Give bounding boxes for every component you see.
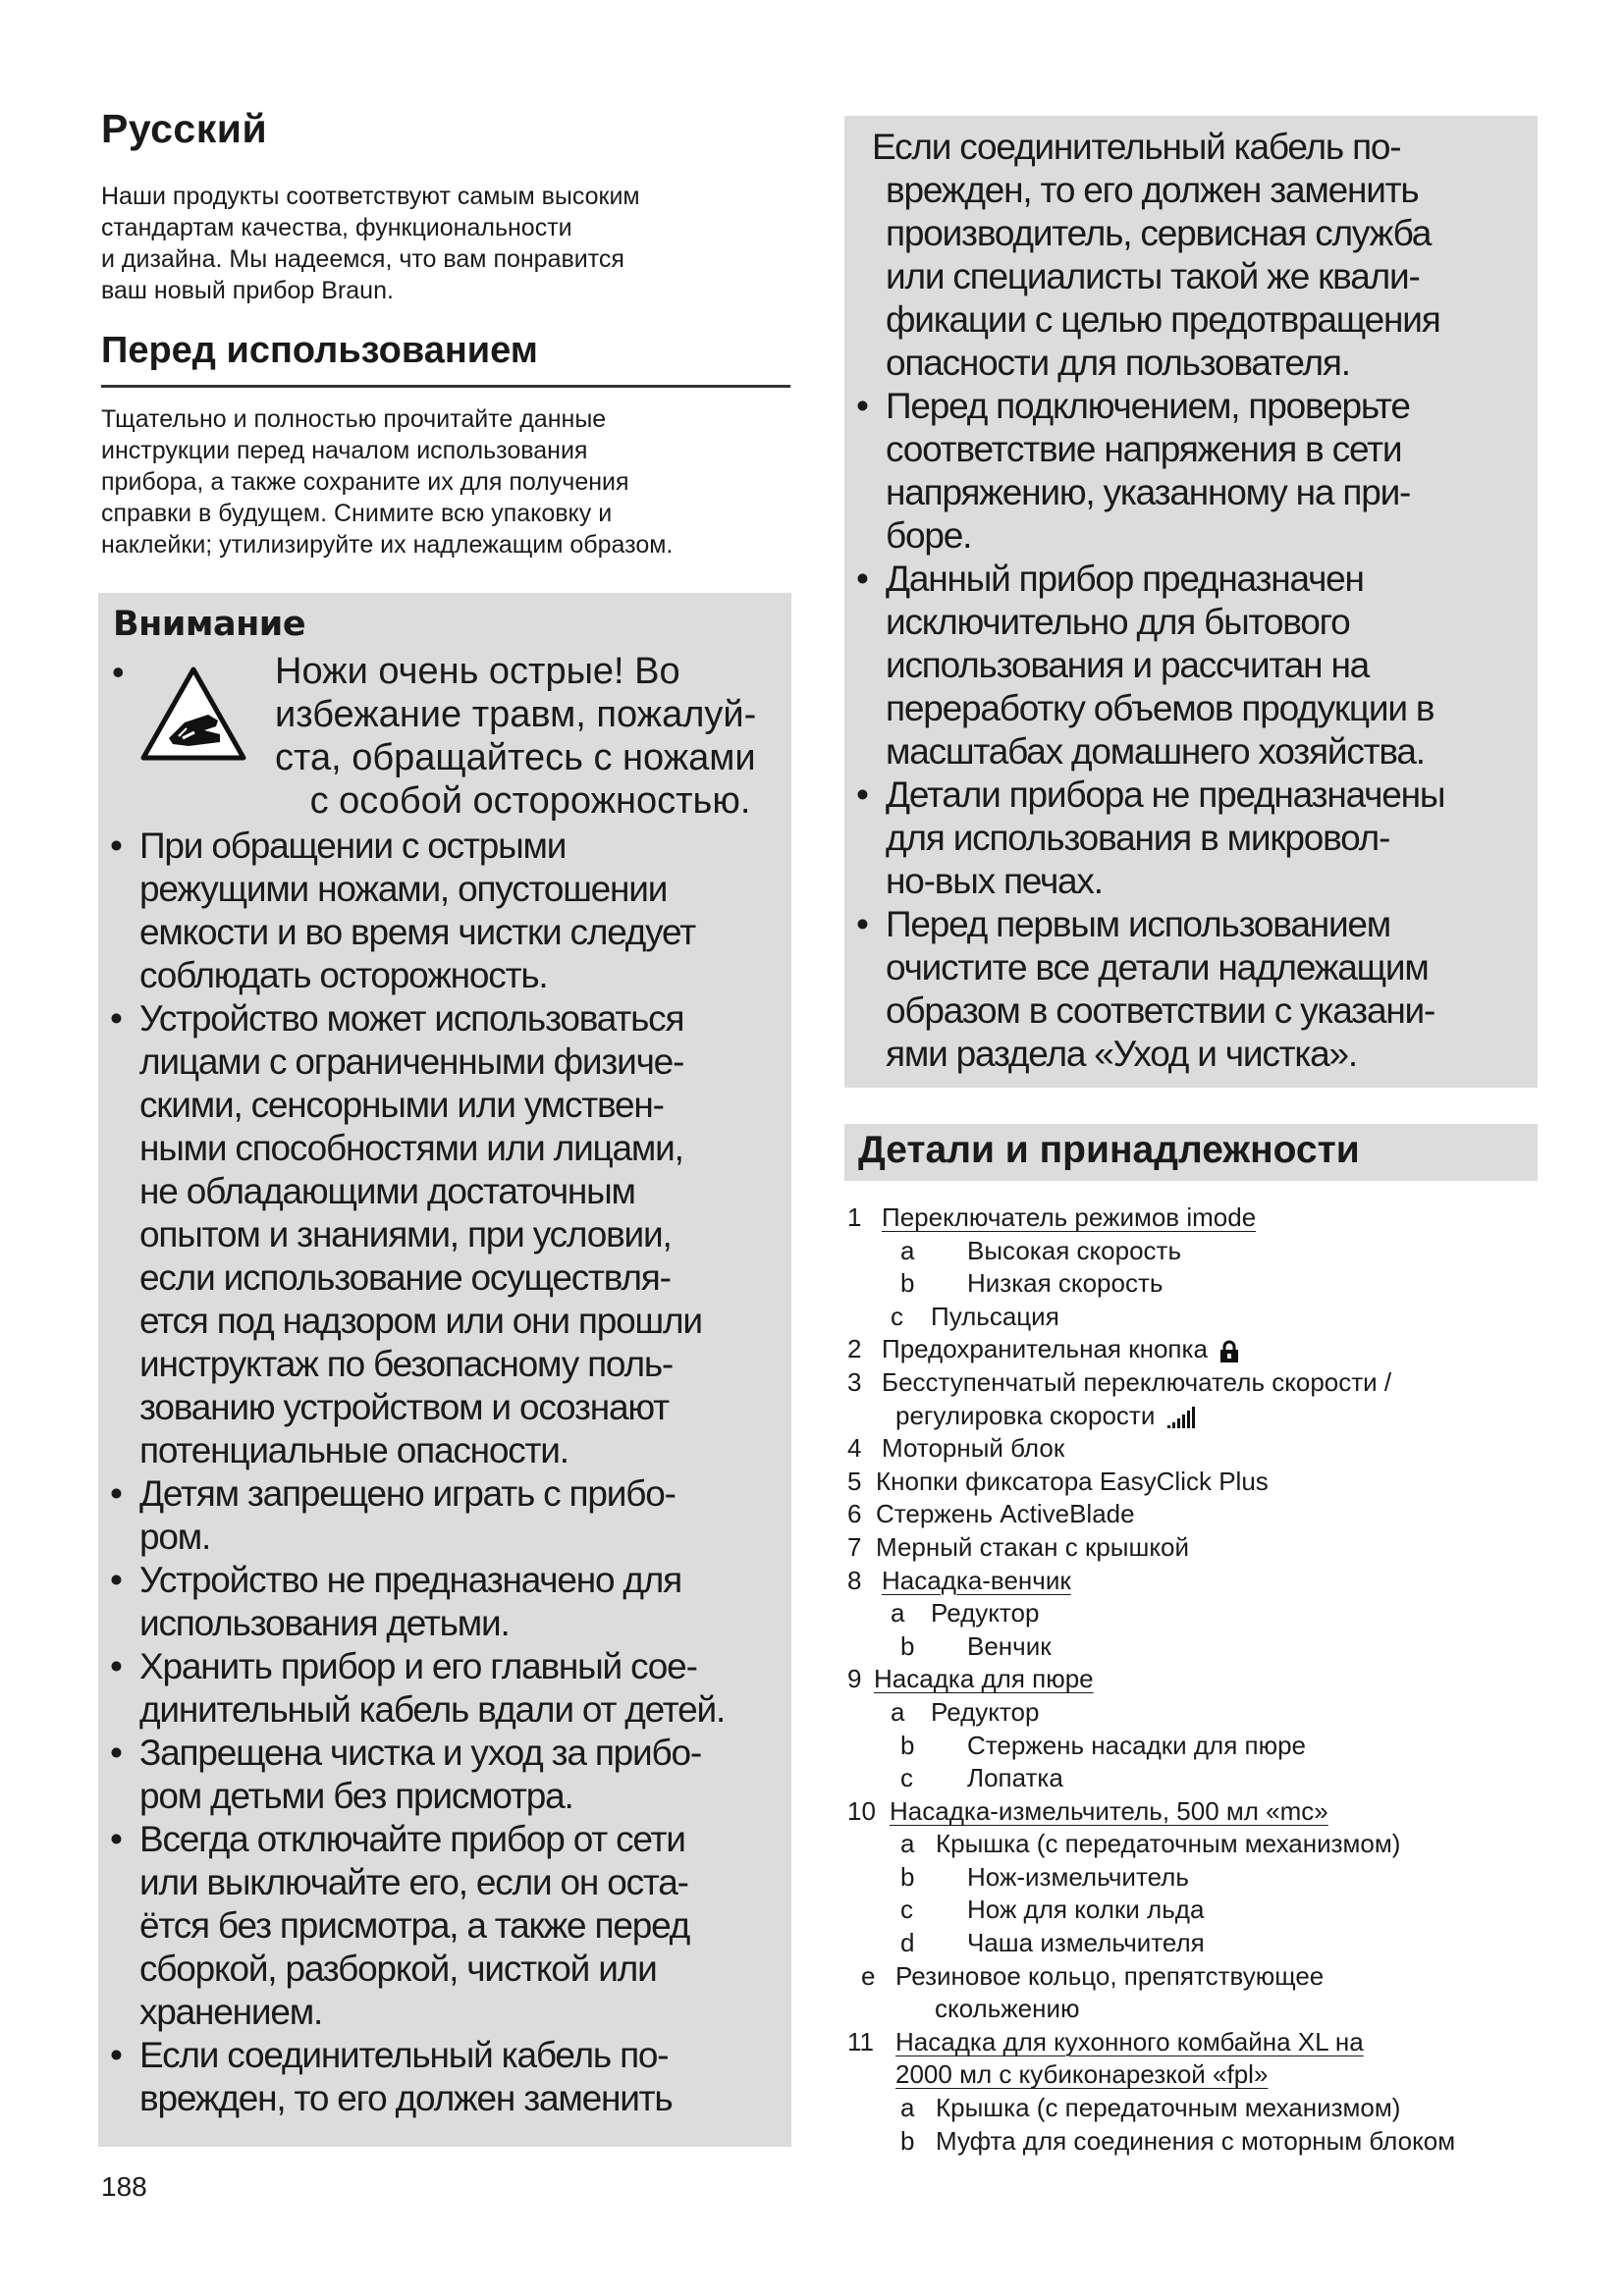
parts-heading: Детали и принадлежности — [858, 1129, 1360, 1171]
warning-item: • Всегда отключайте прибор от сети или выключайте его, если он оста- ётся без присмотра, а также перед сборкой, разборкой, чисткой или хранением. — [98, 1818, 791, 2034]
parts-subitem: b Стержень насадки для пюре — [900, 1730, 1307, 1760]
parts-subitem: c Нож для колки льда — [900, 1895, 1205, 1925]
parts-subitem: a Крышка (с передаточным механизмом) — [900, 1829, 1401, 1859]
parts-subitem: b Низкая скорость — [900, 1268, 1164, 1299]
parts-subitem: c Пульсация — [891, 1301, 1059, 1331]
heading-divider — [101, 385, 790, 388]
warning-item: • Детям запрещено играть с прибо- ром. — [98, 1472, 791, 1559]
parts-item-continuation: 2000 мл с кубиконарезкой «fpl» — [895, 2059, 1269, 2090]
warning-list — [98, 825, 791, 2120]
parts-subitem: a Редуктор — [891, 1696, 1040, 1727]
warning-item: • Детали прибора не предназначены для использования в микровол- но-вых печах. — [844, 774, 1538, 903]
parts-item: 7 Мерный стакан с крышкой — [847, 1531, 1189, 1562]
parts-item: 2 Предохранительная кнопка — [844, 1333, 1551, 1366]
parts-item: 10 Насадка-измельчитель, 500 мл «mc» — [847, 1795, 1328, 1826]
warning-item: • Устройство не предназначено для использования детьми. — [98, 1559, 791, 1645]
parts-item: 9 Насадка для пюре — [847, 1664, 1094, 1694]
warning-item: • Перед первым использованием очистите все детали надлежащим образом в соответствии с указани- ями раздела «Уход и чистка». — [844, 903, 1538, 1076]
warning-first-item: • Ножи очень острые! Во избежание травм, пожалуй- ста, обращайтесь с ножами с особой осторожностью. — [112, 651, 757, 822]
speed-bars-icon — [1166, 1406, 1196, 1429]
warning-item: • Устройство может использоваться лицами с ограниченными физиче- скими, сенсорными или умствен- ными способностями или лицами, не обладающими достаточным опытом и знаниями, при условии, если использование осуществля- ется под надзором или они прошли инструктаж по безопасному поль- зованию устройством и осознают потенциальные опасности. — [98, 997, 791, 1472]
parts-subitem: d Чаша измельчителя — [900, 1928, 1205, 1958]
warning-title: Внимание — [113, 605, 306, 644]
intro-paragraph: Наши продукты соответствуют самым высоким стандартам качества, функциональности и дизайна. Мы надеемся, что вам понравится ваш новый прибор Braun. — [101, 183, 640, 304]
warning-continuation-box — [844, 116, 1538, 1088]
parts-item-continuation: регулировка скорости — [844, 1400, 1551, 1433]
parts-subitem: a Редуктор — [891, 1598, 1040, 1629]
language-heading: Русский — [101, 106, 268, 151]
warning-item: • Запрещена чистка и уход за прибо- ром детьми без присмотра. — [98, 1732, 791, 1818]
parts-subitem: c Лопатка — [900, 1763, 1063, 1793]
parts-item: 4 Моторный блок — [847, 1433, 1065, 1464]
warning-item: • Данный прибор предназначен исключительно для бытового использования и рассчитан на переработку объемов продукции в масштабах домашнего хозяйства. — [844, 558, 1538, 774]
parts-subitem: a Высокая скорость — [900, 1235, 1181, 1265]
parts-item: 3 Бесступенчатый переключатель скорости / — [847, 1366, 1392, 1397]
before-use-heading: Перед использованием — [101, 330, 538, 371]
warning-continued-item: Если соединительный кабель по- врежден, то его должен заменить производитель, сервисная служба или специалисты такой же квали- фикации с целью предотвращения опасности для пользователя. — [872, 127, 1440, 383]
before-use-paragraph: Тщательно и полностью прочитайте данные инструкции перед началом использования прибора, а также сохраните их для получения справки в будущем. Снимите всю упаковку и наклейки; утилизируйте их надлежащим образом. — [101, 405, 674, 559]
parts-item: 1 Переключатель режимов imode — [847, 1202, 1257, 1232]
warning-item: • Перед подключением, проверьте соответствие напряжения в сети напряжению, указанному на при- боре. — [844, 385, 1538, 558]
warning-item: • Если соединительный кабель по- врежден, то его должен заменить — [98, 2034, 791, 2120]
page-number: 188 — [101, 2171, 147, 2202]
warning-box — [98, 593, 791, 2147]
parts-item: 11 Насадка для кухонного комбайна XL на — [847, 2026, 1364, 2056]
parts-subitem: b Муфта для соединения с моторным блоком — [900, 2125, 1456, 2156]
parts-subitem: b Нож-измельчитель — [900, 1861, 1189, 1892]
parts-item: 5 Кнопки фиксатора EasyClick Plus — [847, 1466, 1269, 1496]
warning-item: • Хранить прибор и его главный сое- динительный кабель вдали от детей. — [98, 1645, 791, 1732]
parts-item: 8 Насадка-венчик — [847, 1565, 1071, 1595]
lock-icon — [1219, 1340, 1239, 1363]
parts-list — [844, 1201, 1551, 2158]
parts-subitem: b Венчик — [900, 1630, 1052, 1661]
parts-subitem: a Крышка (с передаточным механизмом) — [900, 2093, 1401, 2123]
parts-heading-box — [844, 1124, 1538, 1181]
warning-item: • При обращении с острыми режущими ножами, опустошении емкости и во время чистки следует соблюдать осторожность. — [98, 825, 791, 997]
parts-item-continuation: скольжению — [935, 1994, 1080, 2024]
parts-item: 6 Стержень ActiveBlade — [847, 1499, 1135, 1529]
sharp-blade-warning-icon — [139, 666, 247, 764]
parts-subitem: e Резиновое кольцо, препятствующее — [861, 1960, 1325, 1991]
